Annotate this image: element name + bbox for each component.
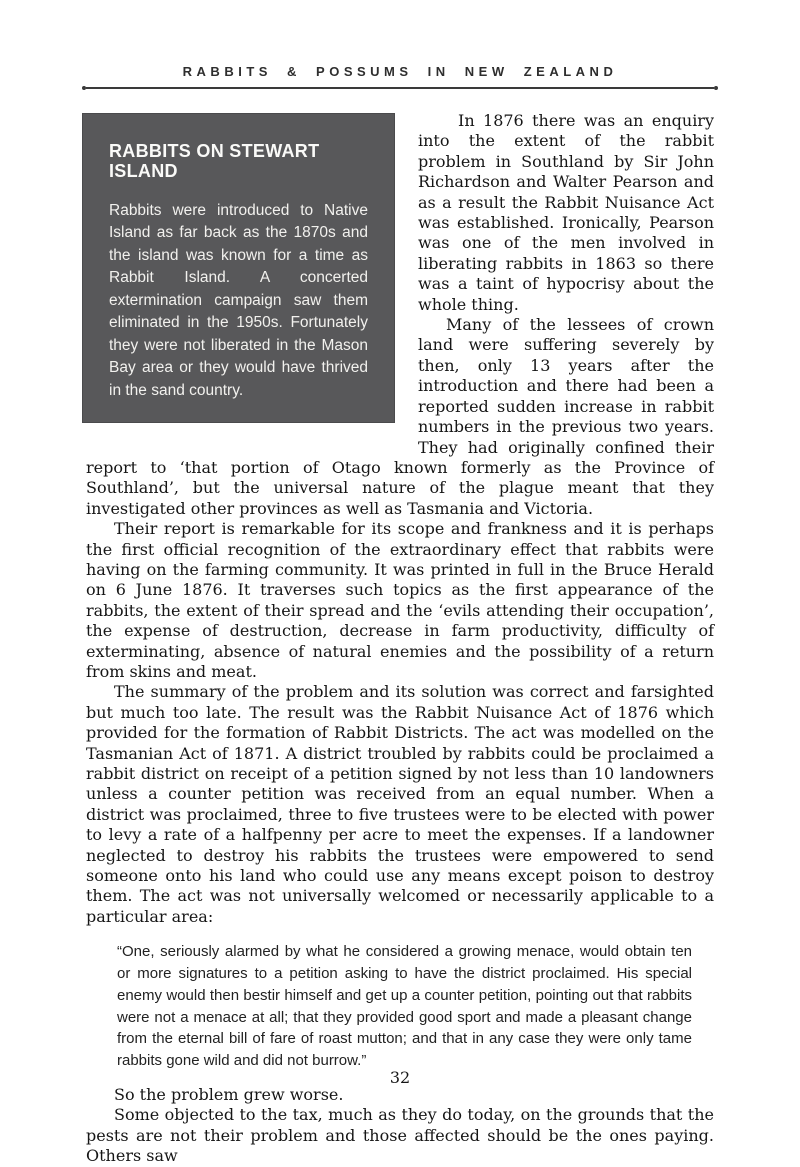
body-paragraph-4: The summary of the problem and its solution was correct and farsighted but much too late. The result was the Rabbit Nuisance Act of 1876 which provided for the formation of Rabbit Districts. The act was modelled on the Tasmanian Act of 1871. A district troubled by rabbits could be proclaimed a rabbit district on receipt of a petition signed by not less than 10 landowners unless a counter petition was received from an equal number. When a district was proclaimed, three to five trustees were to be elected with power to levy a rate of a halfpenny per acre to meet the expenses. If a landowner neglected to destroy his rabbits the trustees were empowered to send someone onto his land who could use any means except poison to destroy them. The act was not universally welcomed or necessarily applicable to a particular area: xyxy=(86,682,714,926)
sidebar-box-text: Rabbits were introduced to Native Island as far back as the 1870s and the island was known for a time as Rabbit Island. A concerted extermination campaign saw them eliminated in the 1950s. Fortunately they were not liberated in the Mason Bay area or they would have thrived in the sand country. xyxy=(109,201,368,399)
rule-end-dot-right xyxy=(714,86,718,90)
body-paragraph-6: Some objected to the tax, much as they do today, on the grounds that the pests are not their problem and those affected should be the ones paying. Others saw xyxy=(86,1105,714,1166)
header-rule xyxy=(82,86,718,90)
body-paragraph-3: Their report is remarkable for its scope and frankness and it is perhaps the first official recognition of the extraordinary effect that rabbits were having on the farming community. It was printed in full in the Bruce Herald on 6 June 1876. It traverses such topics as the first appearance of the rabbits, the extent of their spread and the ‘evils attending their occupation’, the expense of destruction, decrease in farm productivity, difficulty of exterminating, absence of natural enemies and the possibility of a return from skins and meat. xyxy=(86,519,714,681)
sidebar-box-title: RABBITS ON STEWART ISLAND xyxy=(109,141,320,182)
rule-line xyxy=(86,87,714,89)
page-number: 32 xyxy=(389,1068,411,1087)
running-header xyxy=(0,0,800,90)
block-quote: “One, seriously alarmed by what he considered a growing menace, would obtain ten or more signatures to a petition asking to have the district proclaimed. His special enemy would then bestir himself and get up a counter petition, pointing out that rabbits were not a menace at all; that they provided good sport and made a pleasant change from the eternal bill of fare of roast mutton; and that in any case they were only tame rabbits gone wild and did not burrow.” xyxy=(117,943,692,1070)
sidebar-box xyxy=(82,113,395,423)
page-body xyxy=(86,111,714,1167)
running-header-title: RABBITS & POSSUMS IN NEW ZEALAND xyxy=(182,64,618,79)
body-paragraph-2: Many of the lessees of crown land were suffering severely by then, only 13 years after the introduction and there had been a reported sudden increase in rabbit numbers in the previous two years. They had originally confined their report to ‘that portion of Otago known formerly as the Province of Southland’, but the universal nature of the plague meant that they investigated other provinces as well as Tasmania and Victoria. xyxy=(86,315,714,518)
body-paragraph-1: In 1876 there was an enquiry into the extent of the rabbit problem in Southland by Sir John Richardson and Walter Pearson and as a result the Rabbit Nuisance Act was established. Ironically, Pearson was one of the men involved in liberating rabbits in 1863 so there was a taint of hypocrisy about the whole thing. xyxy=(418,111,714,314)
body-paragraph-5: So the problem grew worse. xyxy=(114,1085,344,1105)
